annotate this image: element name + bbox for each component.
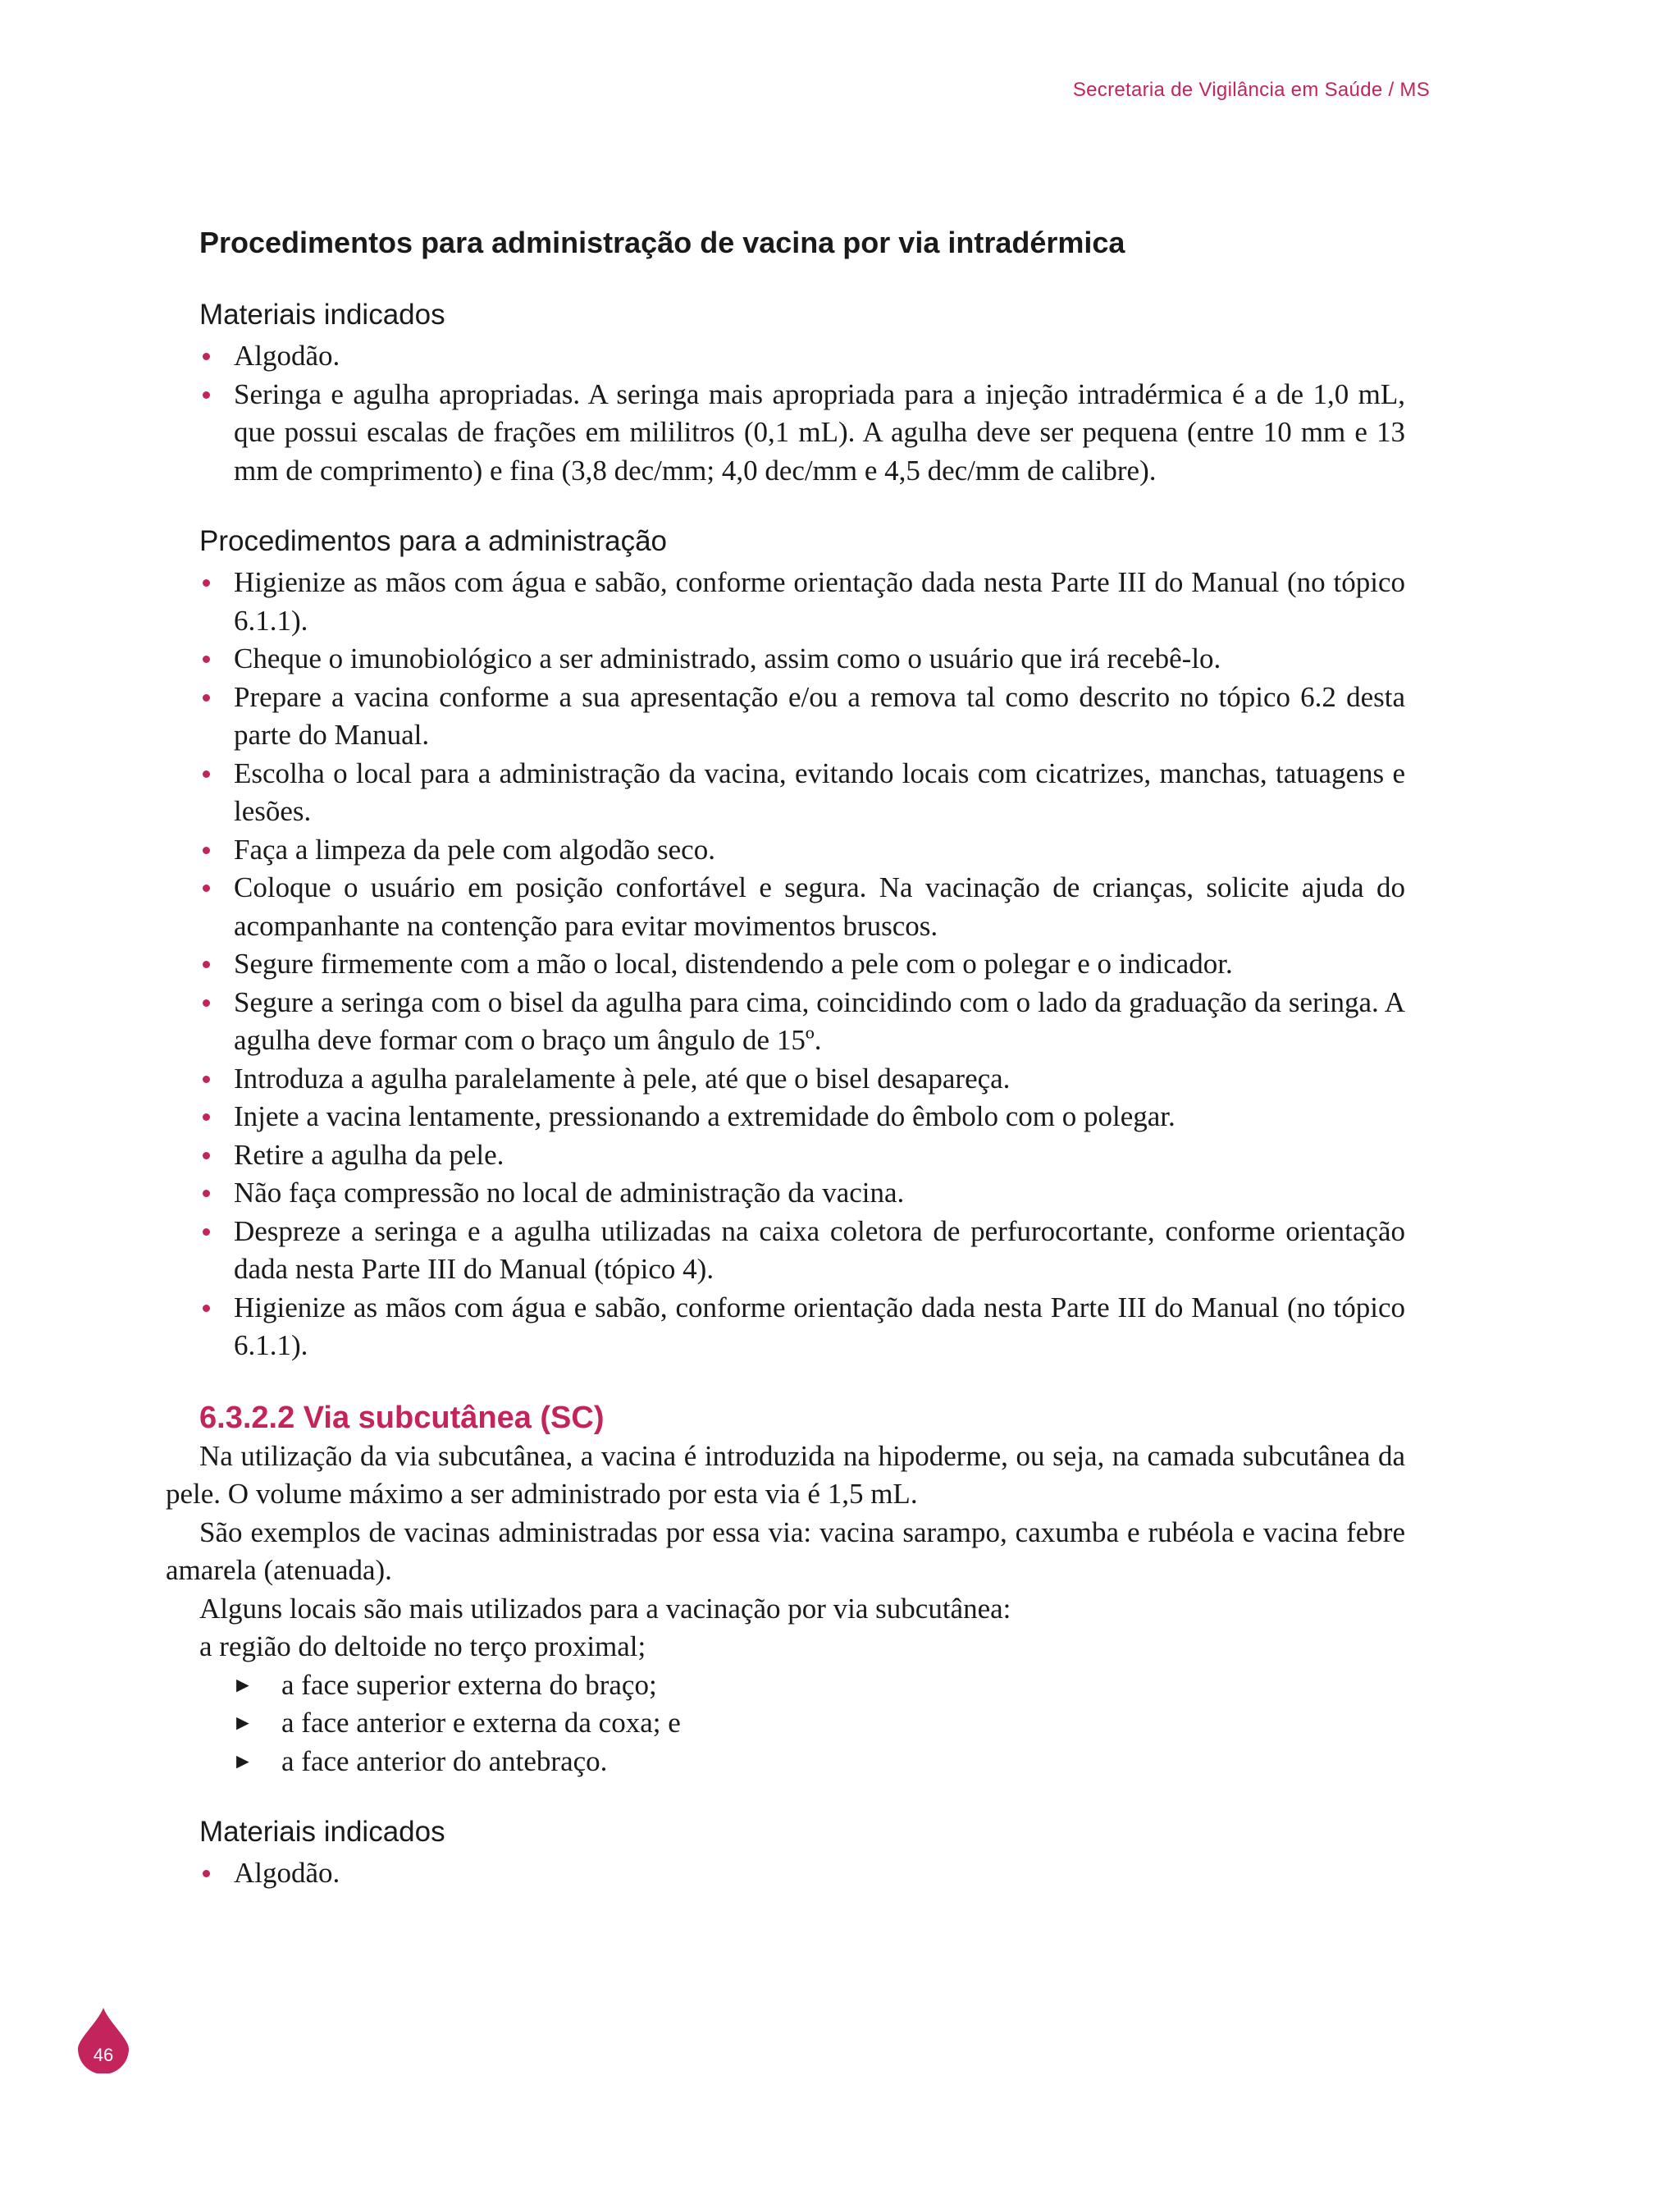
section-title-subcutaneous: 6.3.2.2 Via subcutânea (SC) xyxy=(199,1400,605,1435)
list-item: Segure a seringa com o bisel da agulha para cima, coincidindo com o lado da graduação da seringa. A agulha deve formar com o braço um ângulo de 15º. xyxy=(199,984,1405,1060)
list-item: Despreze a seringa e a agulha utilizadas na caixa coletora de perfurocortante, conforme orientação dada nesta Parte III do Manual (tópico 4). xyxy=(199,1213,1405,1289)
arrow-right-icon: ► xyxy=(232,1672,253,1697)
arrow-right-icon: ► xyxy=(232,1711,253,1735)
paragraph: Na utilização da via subcutânea, a vacina é introduzida na hipoderme, ou seja, na camada subcutânea da pele. O volume máximo a ser administrado por esta via é 1,5 mL. xyxy=(166,1439,1405,1510)
list-item: Higienize as mãos com água e sabão, conforme orientação dada nesta Parte III do Manual (no tópico 6.1.1). xyxy=(199,564,1405,640)
running-header: Secretaria de Vigilância em Saúde / MS xyxy=(1072,79,1430,101)
section-title-intradermal: Procedimentos para administração de vacina por via intradérmica xyxy=(199,226,1125,259)
list-item: Higienize as mãos com água e sabão, conforme orientação dada nesta Parte III do Manual (no tópico 6.1.1). xyxy=(199,1289,1405,1365)
procedures-heading: Procedimentos para a administração xyxy=(199,525,668,557)
list-item: Segure firmemente com a mão o local, distendendo a pele com o polegar e o indicador. xyxy=(199,945,1405,984)
materials-heading-sc: Materiais indicados xyxy=(199,1816,445,1848)
list-item: Faça a limpeza da pele com algodão seco. xyxy=(199,831,1405,870)
materials-list xyxy=(199,337,1405,490)
page-content xyxy=(166,223,1405,1893)
list-item: Escolha o local para a administração da vacina, evitando locais com cicatrizes, manchas, tatuagens e lesões. xyxy=(199,755,1405,831)
list-item-text: a face anterior e externa da coxa; e xyxy=(281,1707,681,1739)
list-item: Retire a agulha da pele. xyxy=(199,1136,1405,1175)
list-item: Algodão. xyxy=(199,337,1405,376)
list-item: Não faça compressão no local de administração da vacina. xyxy=(199,1174,1405,1213)
list-item: Prepare a vacina conforme a sua apresentação e/ou a remova tal como descrito no tópico 6.2 desta parte do Manual. xyxy=(199,679,1405,755)
list-item: Cheque o imunobiológico a ser administrado, assim como o usuário que irá recebê-lo. xyxy=(199,640,1405,679)
materials-list-sc xyxy=(199,1854,1405,1893)
arrow-right-icon: ► xyxy=(232,1748,253,1773)
procedures-list xyxy=(199,564,1405,1365)
list-item xyxy=(232,1743,1405,1781)
list-item: Coloque o usuário em posição confortável e segura. Na vacinação de crianças, solicite ajuda do acompanhante na contenção para evitar movimentos bruscos. xyxy=(199,869,1405,945)
list-item: Algodão. xyxy=(199,1854,1405,1893)
paragraph: a região do deltoide no terço proximal; xyxy=(199,1630,646,1662)
list-item: Introduza a agulha paralelamente à pele, até que o bisel desapareça. xyxy=(199,1060,1405,1099)
list-item xyxy=(232,1704,1405,1743)
list-item-text: a face superior externa do braço; xyxy=(281,1668,657,1701)
paragraph: Alguns locais são mais utilizados para a vacinação por via subcutânea: xyxy=(199,1592,1011,1625)
page-number: 46 xyxy=(93,2045,114,2065)
list-item-text: a face anterior do antebraço. xyxy=(281,1744,608,1777)
paragraph: São exemplos de vacinas administradas por essa via: vacina sarampo, caxumba e rubéola e vacina febre amarela (atenuada). xyxy=(166,1515,1405,1586)
list-item: Injete a vacina lentamente, pressionando a extremidade do êmbolo com o polegar. xyxy=(199,1098,1405,1136)
list-item xyxy=(232,1666,1405,1705)
list-item: Seringa e agulha apropriadas. A seringa mais apropriada para a injeção intradérmica é a de 1,0 mL, que possui escalas de frações em mililitros (0,1 mL). A agulha deve ser pequena (entre 10 mm e 13 mm de comprimento) e fina (3,8 dec/mm; 4,0 dec/mm e 4,5 dec/mm de calibre). xyxy=(199,376,1405,491)
materials-heading: Materiais indicados xyxy=(199,299,445,331)
sites-list xyxy=(199,1666,1405,1781)
